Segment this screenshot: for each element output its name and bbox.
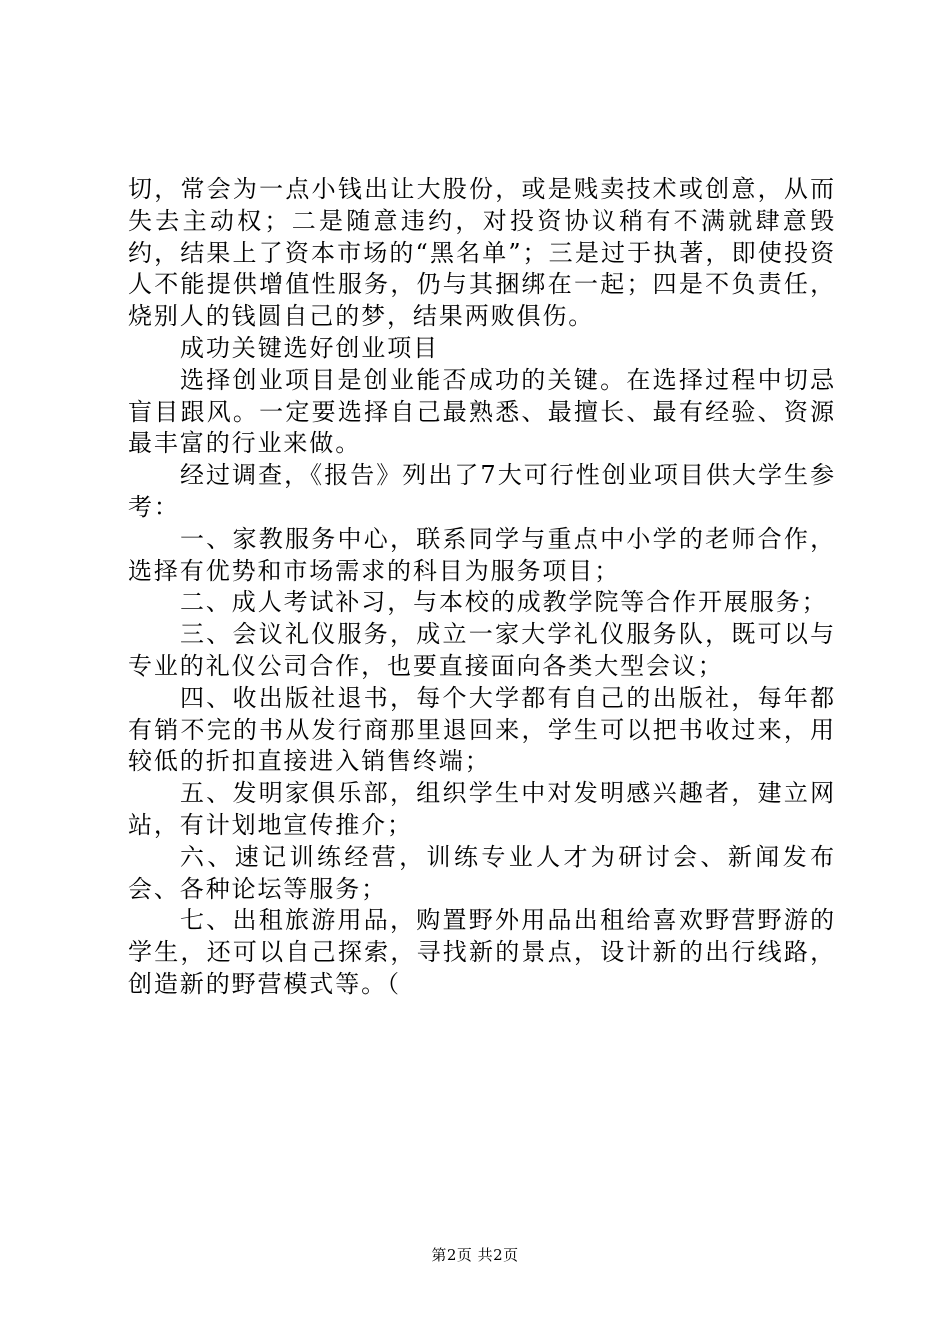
list-item-tutoring: 一、家教服务中心，联系同学与重点中小学的老师合作，选择有优势和市场需求的科目为服务项目； [128, 524, 836, 585]
paragraph-continuation: 切，常会为一点小钱出让大股份，或是贱卖技术或创意，从而失去主动权；二是随意违约，对投资协议稍有不满就肆意毁约，结果上了资本市场的“黑名单”；三是过于执著，即使投资人不能提供增值性服务，仍与其捆绑在一起；四是不负责任，烧别人的钱圆自己的梦，结果两败俱伤。 [128, 175, 836, 331]
list-item-adult-exam: 二、成人考试补习，与本校的成教学院等合作开展服务； [180, 588, 828, 617]
list-item-etiquette: 三、会议礼仪服务，成立一家大学礼仪服务队，既可以与专业的礼仪公司合作，也要直接面向各类大型会议； [128, 620, 836, 680]
list-item-shorthand: 六、速记训练经营，训练专业人才为研讨会、新闻发布会、各种论坛等服务； [128, 842, 836, 903]
list-item-inventor-club: 五、发明家俱乐部，组织学生中对发明感兴趣者，建立网站，有计划地宣传推介； [128, 779, 836, 839]
section-heading: 成功关键选好创业项目 [180, 333, 439, 362]
page-footer: 第2页 共2页 [431, 1246, 519, 1264]
list-item-travel-rental: 七、出租旅游用品，购置野外用品出租给喜欢野营野游的学生，还可以自己探索，寻找新的景点，设计新的出行线路，创造新的野营模式等。（ [128, 906, 836, 998]
paragraph-project-choice: 选择创业项目是创业能否成功的关键。在选择过程中切忌盲目跟风。一定要选择自己最熟悉、最擅长、最有经验、资源最丰富的行业来做。 [128, 365, 836, 458]
paragraph-report-intro: 经过调查，《报告》列出了7大可行性创业项目供大学生参考： [128, 461, 836, 521]
list-item-returned-books: 四、收出版社退书，每个大学都有自己的出版社，每年都有销不完的书从发行商那里退回来，学生可以把书收过来，用较低的折扣直接进入销售终端； [128, 683, 836, 776]
document-body [128, 174, 836, 1001]
